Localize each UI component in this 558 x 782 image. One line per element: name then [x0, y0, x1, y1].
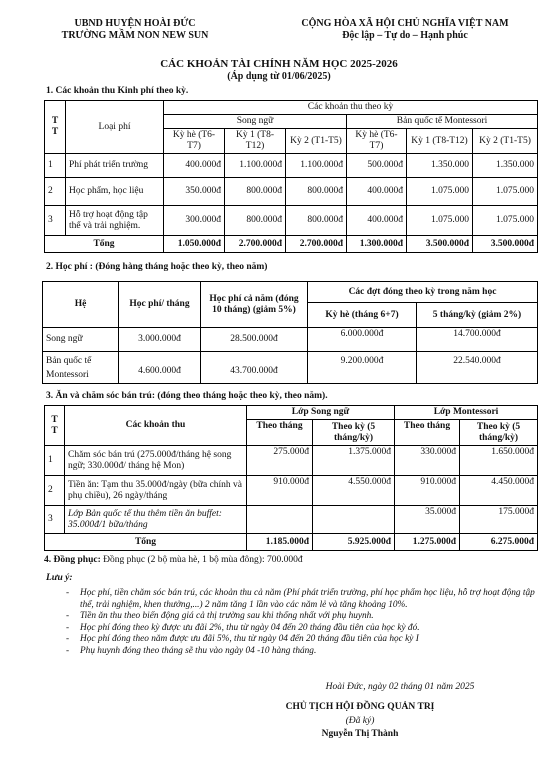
note-item: - Học phí, tiền chăm sóc bán trú, các khoản thu cả năm (Phí phát triển trường, phí học phẩm học liệu, hỗ trợ hoạt động tập thể, trải nghiệm, khen thưởng,...) 2 năm tăng 1 lần vào các năm lẻ và tăng khoảng 10%.: [66, 588, 535, 610]
class-songngu: Lớp Song ngữ: [247, 406, 395, 420]
cell-value: 910.000đ: [247, 476, 313, 506]
cell-value: 275.000đ: [247, 446, 313, 476]
fee-table-by-term: [44, 100, 538, 253]
col-by-term: Theo kỳ (5 tháng/kỳ): [460, 420, 538, 446]
row-he: Song ngữ: [43, 328, 119, 352]
term-header: Kỳ 1 (T8-T12): [407, 129, 473, 154]
total-value: 3.500.000đ: [407, 236, 473, 253]
notes-title: Lưu ý:: [46, 573, 73, 583]
org-line1: UBND HUYỆN HOÀI ĐỨC: [74, 18, 196, 29]
term-header: Kỳ hè (T6-T7): [347, 129, 407, 154]
table-row: [45, 178, 538, 206]
row-name: Học phẩm, học liệu: [66, 178, 164, 206]
cell-value: 1.075.000: [407, 178, 473, 206]
total-value: 2.700.000đ: [225, 236, 286, 253]
table-row: [45, 446, 538, 476]
cell-value: 800.000đ: [286, 206, 347, 236]
row-tt: 3: [45, 506, 65, 534]
cell-value: 330.000đ: [395, 446, 460, 476]
term-header: Kỳ 2 (T1-T5): [473, 129, 538, 154]
col-year: Học phí cả năm (đóng 10 tháng) (giảm 5%): [201, 282, 308, 328]
note-item: - Phụ huynh đóng theo tháng sẽ thu vào ngày 04 -10 hàng tháng.: [66, 645, 317, 656]
term-header: Kỳ 1 (T8-T12): [225, 129, 286, 154]
cell-value: [247, 506, 313, 534]
uniform-text: Đồng phục (2 bộ mùa hè, 1 bộ mùa đông): 700.000đ: [100, 555, 303, 565]
total-value: 6.275.000đ: [460, 534, 538, 551]
cell-value: 1.075.000: [407, 206, 473, 236]
total-value: 2.700.000đ: [286, 236, 347, 253]
section2-heading: 2. Học phí : (Đóng hàng tháng hoặc theo kỳ, theo năm): [46, 262, 268, 272]
cell-value: 350.000đ: [164, 178, 225, 206]
cell-value: 1.350.000: [473, 154, 538, 178]
doc-subtitle: (Áp dụng từ 01/06/2025): [227, 71, 331, 82]
cell-value: 300.000đ: [164, 206, 225, 236]
cell-value: 14.700.000đ: [417, 328, 538, 352]
cell-value: 43.700.000đ: [201, 352, 308, 384]
row-name: Hỗ trợ hoạt động tập thể và trải nghiệm.: [66, 206, 164, 236]
subgroup-songngu: Song ngữ: [164, 115, 347, 129]
row-tt: 1: [45, 154, 66, 178]
tuition-table: [42, 281, 538, 384]
cell-value: 800.000đ: [225, 178, 286, 206]
cell-value: 500.000đ: [347, 154, 407, 178]
subgroup-montessori: Bản quốc tế Montessori: [347, 115, 538, 129]
cell-value: 1.350.000: [407, 154, 473, 178]
notes-list: [66, 588, 536, 657]
cell-value: 22.540.000đ: [417, 352, 538, 384]
signer-role: CHỦ TỊCH HỘI ĐỒNG QUẢN TRỊ: [285, 702, 435, 712]
cell-value: [313, 506, 395, 534]
col-five-month: 5 tháng/kỳ (giảm 2%): [417, 303, 538, 328]
col-by-term: Theo kỳ (5 tháng/kỳ): [313, 420, 395, 446]
cell-value: 35.000đ: [395, 506, 460, 534]
col-he: Hệ: [43, 282, 119, 328]
cell-value: 400.000đ: [164, 154, 225, 178]
total-value: 1.275.000đ: [395, 534, 460, 551]
col-item: Các khoản thu: [65, 406, 247, 446]
nation-line1: CỘNG HÒA XÃ HỘI CHỦ NGHĨA VIỆT NAM: [301, 18, 509, 29]
total-label: Tổng: [45, 236, 164, 253]
total-value: 1.185.000đ: [247, 534, 313, 551]
place-date: Hoài Đức, ngày 02 tháng 01 năm 2025: [325, 682, 475, 692]
section3-heading: 3. Ăn và chăm sóc bán trú: (đóng theo tháng hoặc theo kỳ, theo năm).: [46, 391, 328, 401]
col-group: Các đợt đóng theo kỳ trong năm học: [308, 282, 538, 303]
class-montessori: Lớp Montessori: [395, 406, 538, 420]
total-value: 1.050.000đ: [164, 236, 225, 253]
total-value: 3.500.000đ: [473, 236, 538, 253]
table-row: [45, 206, 538, 236]
cell-value: 400.000đ: [347, 178, 407, 206]
table-row: [43, 328, 538, 352]
table-row: [45, 506, 538, 534]
term-header: Kỳ 2 (T1-T5): [286, 129, 347, 154]
row-tt: 2: [45, 476, 65, 506]
table-row: [45, 154, 538, 178]
term-header: Kỳ hè (T6-T7): [164, 129, 225, 154]
row-he: Bản quốc tế Montessori: [43, 352, 119, 384]
signed-note: (Đã ký): [345, 716, 375, 726]
cell-value: 800.000đ: [286, 178, 347, 206]
uniform-label: 4. Đồng phục:: [44, 555, 101, 565]
nation-line2: Độc lập – Tự do – Hạnh phúc: [342, 30, 468, 41]
total-row: [45, 534, 538, 551]
cell-value: 4.450.000đ: [460, 476, 538, 506]
cell-value: 400.000đ: [347, 206, 407, 236]
row-tt: 2: [45, 178, 66, 206]
col-fee-type: Loại phí: [66, 101, 164, 154]
cell-value: 1.375.000đ: [313, 446, 395, 476]
col-by-month: Theo tháng: [247, 420, 313, 446]
cell-value: 9.200.000đ: [308, 352, 417, 384]
col-tt: T T: [45, 406, 65, 446]
cell-value: 1.075.000: [473, 178, 538, 206]
signer-name: Nguyễn Thị Thành: [321, 729, 399, 739]
col-by-month: Theo tháng: [395, 420, 460, 446]
cell-value: 910.000đ: [395, 476, 460, 506]
col-summer: Kỳ hè (tháng 6+7): [308, 303, 417, 328]
cell-value: 28.500.000đ: [201, 328, 308, 352]
note-item: - Học phí đóng theo năm được ưu đãi 5%, thu từ ngày 04 đến 20 tháng đầu tiên của học kỳ I: [66, 634, 419, 644]
row-item: Lớp Bản quốc tế thu thêm tiền ăn buffet: 35.000đ/1 bữa/tháng: [65, 506, 247, 534]
cell-value: 800.000đ: [225, 206, 286, 236]
col-month: Học phí/ tháng: [119, 282, 201, 328]
section1-heading: 1. Các khoản thu Kinh phí theo kỳ.: [46, 86, 189, 96]
total-label: Tổng: [45, 534, 247, 551]
col-tt: T T: [45, 101, 66, 154]
cell-value: 3.000.000đ: [119, 328, 201, 352]
doc-title: CÁC KHOẢN TÀI CHÍNH NĂM HỌC 2025-2026: [160, 58, 398, 70]
group-header: Các khoản thu theo kỳ: [164, 101, 538, 115]
row-tt: 1: [45, 446, 65, 476]
note-item: - Tiền ăn thu theo biến động giá cả thị trường sau khi thống nhất với phụ huynh.: [66, 611, 374, 621]
row-item: Chăm sóc bán trú (275.000đ/tháng hệ song ngữ; 330.000đ/ tháng hệ Mon): [65, 446, 247, 476]
row-name: Phí phát triển trường: [66, 154, 164, 178]
row-tt: 3: [45, 206, 66, 236]
cell-value: 1.100.000đ: [225, 154, 286, 178]
cell-value: 1.075.000: [473, 206, 538, 236]
table-row: [43, 352, 538, 384]
total-value: 5.925.000đ: [313, 534, 395, 551]
cell-value: 4.600.000đ: [119, 352, 201, 384]
row-item: Tiền ăn: Tạm thu 35.000đ/ngày (bữa chính và phụ chiều), 26 ngày/tháng: [65, 476, 247, 506]
meal-care-table: [44, 405, 538, 551]
org-line2: TRƯỜNG MẦM NON NEW SUN: [61, 30, 209, 41]
uniform-line: [44, 555, 303, 565]
cell-value: 1.650.000đ: [460, 446, 538, 476]
table-row: [45, 476, 538, 506]
note-item: - Học phí đóng theo kỳ được ưu đãi 2%, thu từ ngày 04 đến 20 tháng đầu tiên của học kỳ đó.: [66, 622, 420, 633]
cell-value: 4.550.000đ: [313, 476, 395, 506]
cell-value: 1.100.000đ: [286, 154, 347, 178]
cell-value: 175.000đ: [460, 506, 538, 534]
total-value: 1.300.000đ: [347, 236, 407, 253]
total-row: [45, 236, 538, 253]
cell-value: 6.000.000đ: [308, 328, 417, 352]
